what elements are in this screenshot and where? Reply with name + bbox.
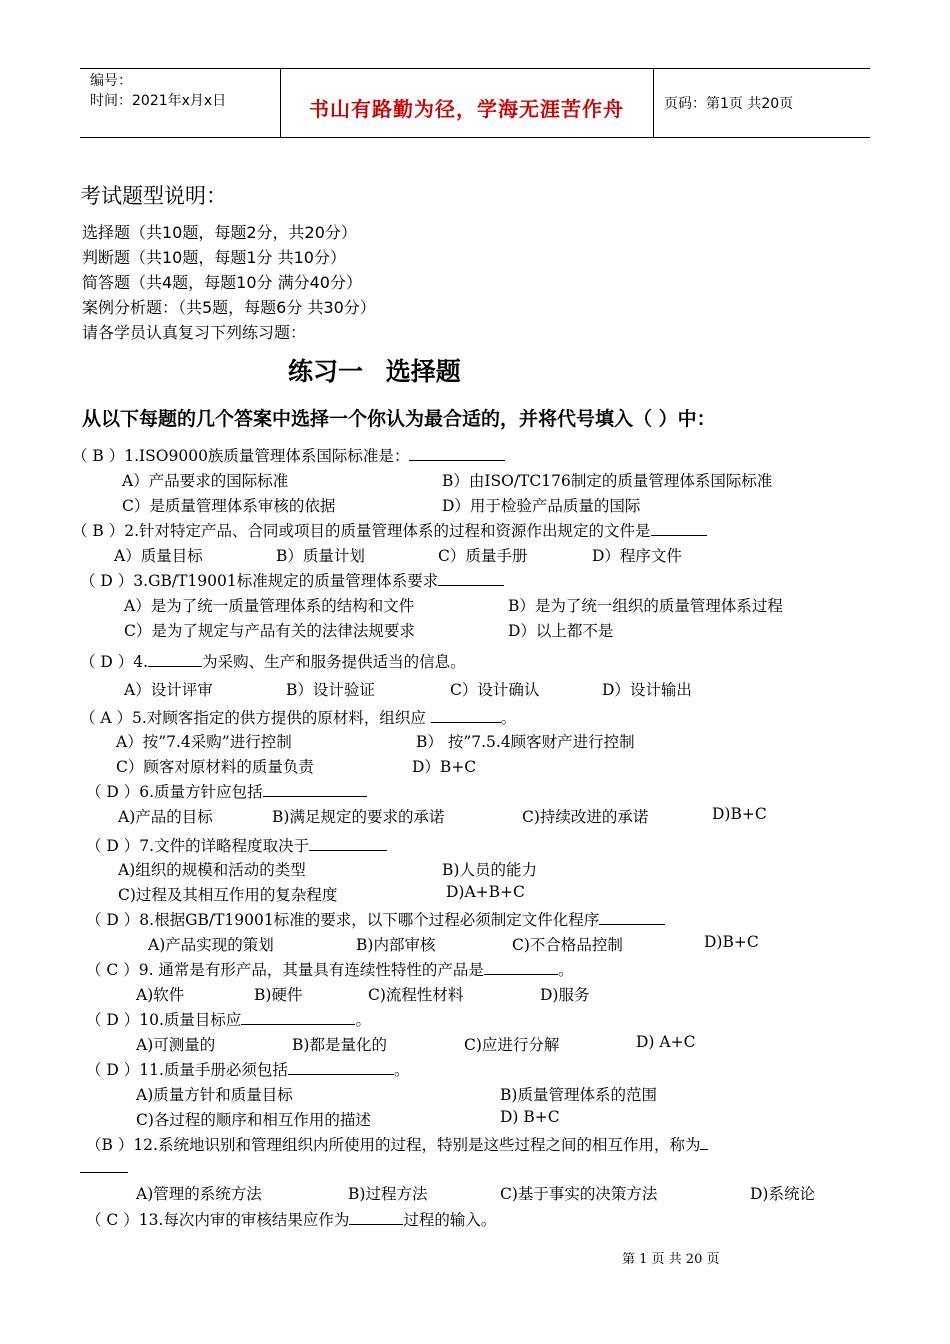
option: D) A+C xyxy=(636,1033,696,1051)
option: D)B+C xyxy=(712,805,767,823)
option: B）设计验证 xyxy=(286,681,375,699)
answer-blank xyxy=(241,1010,355,1025)
question-stem: （ D ）4. 为采购、生产和服务提供适当的信息。 xyxy=(80,653,466,671)
question-stem: （ B ）1.ISO9000族质量管理体系国际标准是： xyxy=(72,444,505,466)
option: A）是为了统一质量管理体系的结构和文件 xyxy=(124,597,415,615)
answer-blank xyxy=(349,1210,403,1225)
intro-heading: 考试题型说明： xyxy=(80,184,227,208)
option: A）按”7.4采购”进行控制 xyxy=(116,733,292,751)
instruction: 从以下每题的几个答案中选择一个你认为最合适的，并将代号填入（ ）中： xyxy=(82,408,716,430)
question-stem: （B ）12.系统地识别和管理组织内所使用的过程，特别是这些过程之间的相互作用，称为 xyxy=(86,1133,708,1155)
answer-blank xyxy=(599,910,665,925)
option: C)流程性材料 xyxy=(368,986,464,1004)
option: B)满足规定的要求的承诺 xyxy=(272,808,445,826)
option: C)各过程的顺序和相互作用的描述 xyxy=(136,1111,371,1129)
page-footer: 第 1 页 共 20 页 xyxy=(622,1252,720,1267)
answer-blank xyxy=(263,782,367,797)
answer-blank xyxy=(80,1158,128,1173)
option: D)服务 xyxy=(540,986,590,1004)
question-stem: （ D ）6.质量方针应包括 xyxy=(86,780,367,802)
answer-blank xyxy=(288,1060,394,1075)
answer-blank xyxy=(148,652,202,667)
intro-line: 案例分析题：（共5题，每题6分 共30分） xyxy=(82,298,376,317)
section-title: 练习一 选择题 xyxy=(288,357,461,386)
answer-blank xyxy=(651,521,707,536)
answer-blank xyxy=(700,1135,708,1150)
question-stem: （ D ）11.质量手册必须包括 。 xyxy=(86,1061,410,1079)
header-meta xyxy=(90,71,226,111)
answer-blank xyxy=(409,446,505,461)
document-header xyxy=(80,68,870,138)
answer-blank xyxy=(309,836,387,851)
option: C)应进行分解 xyxy=(464,1036,560,1054)
option: A）质量目标 xyxy=(114,547,203,565)
option: C）顾客对原材料的质量负责 xyxy=(116,758,314,776)
option: C)过程及其相互作用的复杂程度 xyxy=(118,886,338,904)
option: D)系统论 xyxy=(750,1185,815,1203)
option: D）程序文件 xyxy=(592,547,682,565)
intro-line: 判断题（共10题，每题1分 共10分） xyxy=(82,248,346,267)
option: B)内部审核 xyxy=(356,936,436,954)
option: B)都是量化的 xyxy=(292,1036,387,1054)
option: B)硬件 xyxy=(254,986,303,1004)
option: A)软件 xyxy=(136,986,185,1004)
option: D）B+C xyxy=(412,758,477,776)
header-motto: 书山有路勤为径，学海无涯苦作舟 xyxy=(309,97,624,121)
option: B)过程方法 xyxy=(348,1185,428,1203)
option: D）以上都不是 xyxy=(508,622,614,640)
question-stem: （ A ）5.对顾客指定的供方提供的原材料，组织应 。 xyxy=(80,709,517,727)
option: A)产品实现的策划 xyxy=(148,936,274,954)
document-time: 时间：2021年x月x日 xyxy=(90,93,227,109)
answer-blank xyxy=(431,708,501,723)
option: C)持续改进的承诺 xyxy=(522,808,649,826)
option: B）是为了统一组织的质量管理体系过程 xyxy=(508,597,783,615)
header-page-info: 页码：第1页 共20页 xyxy=(664,96,794,112)
option: C）是质量管理体系审核的依据 xyxy=(122,497,336,515)
intro-line: 选择题（共10题，每题2分，共20分） xyxy=(82,223,357,242)
option: A)产品的目标 xyxy=(118,808,213,826)
intro-line: 简答题（共4题，每题10分 满分40分） xyxy=(82,273,362,292)
question-stem: （ C ）9. 通常是有形产品，其量具有连续性特性的产品是 。 xyxy=(86,961,574,979)
document-number: 编号： xyxy=(90,73,132,89)
option: B)质量管理体系的范围 xyxy=(500,1086,657,1104)
option: A)组织的规模和活动的类型 xyxy=(118,861,306,879)
question-stem: （ D ）8.根据GB/T19001标准的要求，以下哪个过程必须制定文件化程序 xyxy=(86,908,665,930)
option: A）设计评审 xyxy=(124,681,213,699)
option: C）质量手册 xyxy=(438,547,528,565)
question-stem: （ D ）7.文件的详略程度取决于 xyxy=(86,834,387,856)
option: A)管理的系统方法 xyxy=(136,1185,262,1203)
option: C)基于事实的决策方法 xyxy=(500,1185,658,1203)
option: D）用于检验产品质量的国际 xyxy=(442,497,641,515)
question-stem: （ C ）13.每次内审的审核结果应作为 过程的输入。 xyxy=(86,1211,497,1229)
question-stem: （ D ）10.质量目标应 。 xyxy=(86,1011,371,1029)
option: B）质量计划 xyxy=(276,547,365,565)
option: A）产品要求的国际标准 xyxy=(122,472,289,490)
option: C)不合格品控制 xyxy=(512,936,623,954)
option: D)A+B+C xyxy=(446,883,525,901)
option: B） 按”7.5.4顾客财产进行控制 xyxy=(416,733,635,751)
option: C）设计确认 xyxy=(450,681,540,699)
question-stem: （ B ）2.针对特定产品、合同或项目的质量管理体系的过程和资源作出规定的文件是 xyxy=(72,519,707,541)
header-divider xyxy=(653,69,654,137)
answer-blank xyxy=(438,571,504,586)
option: A)可测量的 xyxy=(136,1036,216,1054)
answer-blank xyxy=(484,960,558,975)
question-stem: （ D ）3.GB/T19001标准规定的质量管理体系要求 xyxy=(80,569,504,591)
option: C）是为了规定与产品有关的法律法规要求 xyxy=(124,622,415,640)
option: D)B+C xyxy=(704,933,759,951)
option: A)质量方针和质量目标 xyxy=(136,1086,293,1104)
option: B）由ISO/TC176制定的质量管理体系国际标准 xyxy=(442,472,773,490)
option: D) B+C xyxy=(500,1108,560,1126)
option: B)人员的能力 xyxy=(442,861,537,879)
option: D）设计输出 xyxy=(602,681,692,699)
intro-line: 请各学员认真复习下列练习题： xyxy=(82,323,307,342)
